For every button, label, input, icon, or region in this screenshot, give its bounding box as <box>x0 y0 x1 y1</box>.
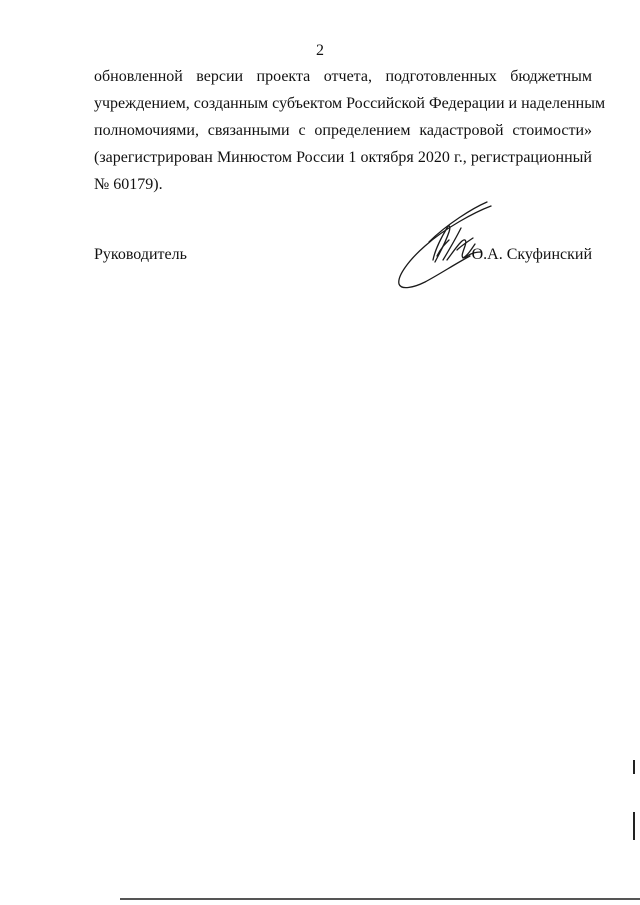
page-number: 2 <box>316 42 324 59</box>
position-title: Руководитель <box>94 246 187 263</box>
signer-name: О.А. Скуфинский <box>471 246 592 263</box>
paragraph-line: (зарегистрирован Минюстом России 1 октября 2020 г., регистрационный <box>94 149 592 166</box>
body-paragraph <box>94 63 606 198</box>
scan-edge-mark <box>633 760 635 774</box>
paragraph-line: полномочиями, связанными с определением кадастровой стоимости» <box>94 122 592 139</box>
paragraph-line: учреждением, созданным субъектом Российской Федерации и наделенным <box>94 95 606 112</box>
scan-edge-mark <box>633 812 635 840</box>
scan-bottom-edge <box>120 898 640 900</box>
paragraph-line: № 60179). <box>94 176 163 193</box>
signature-block <box>94 243 592 267</box>
paragraph-line: обновленной версии проекта отчета, подготовленных бюджетным <box>94 68 592 85</box>
